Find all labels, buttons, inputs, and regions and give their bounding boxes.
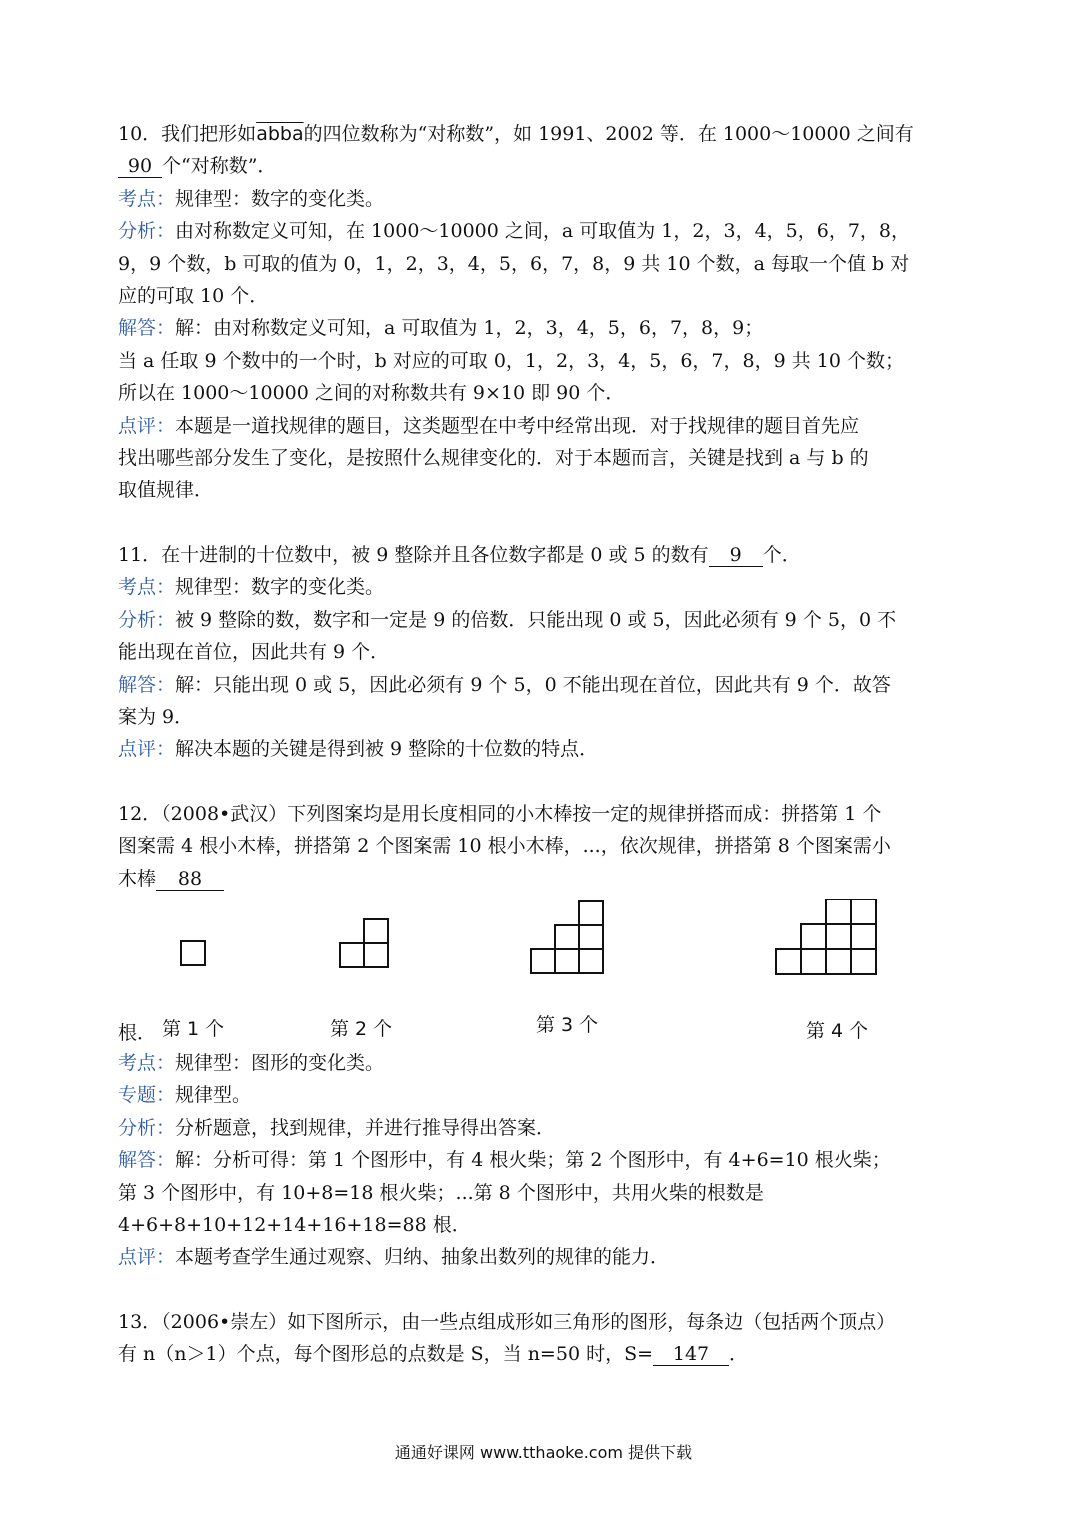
- q12-figures: [118, 899, 978, 1047]
- q12-suffix: 根．: [118, 1021, 157, 1044]
- q12-dianping-label: 点评：: [118, 1246, 176, 1269]
- q13-text3: ．: [729, 1343, 749, 1366]
- q10-dianping-2: 找出哪些部分发生了变化，是按照什么规律变化的．对于本题而言，关键是找到 a 与 b 的: [118, 447, 869, 470]
- q12-jieda-3: 4+6+8+10+12+14+16+18=88 根．: [118, 1213, 471, 1236]
- q11-fenxi-1: 被 9 整除的数，数字和一定是 9 的倍数．只能出现 0 或 5，因此必须有 9 个 5，0 不: [175, 608, 897, 631]
- figure-2-caption: 第 2 个: [330, 1017, 393, 1040]
- q12-jieda-label: 解答：: [118, 1149, 176, 1172]
- q12-zhuanti-label: 专题：: [118, 1084, 176, 1107]
- page-footer: 通通好课网 www.tthaoke.com 提供下载: [394, 1443, 693, 1462]
- q12-fenxi-label: 分析：: [118, 1116, 176, 1139]
- q10-dianping-label: 点评：: [118, 414, 176, 437]
- q11-text1: 11．在十进制的十位数中，被 9 整除并且各位数字都是 0 或 5 的数有: [118, 543, 709, 566]
- q12-fenxi-1: 分析题意，找到规律，并进行推导得出答案．: [175, 1116, 556, 1139]
- q10-answer: 90: [118, 155, 162, 178]
- q10-text2: 个“对称数”．: [162, 155, 277, 178]
- q11-dianping: [118, 733, 978, 765]
- q10-prefix: 10．我们把形如: [118, 123, 257, 145]
- q11-fenxi: [118, 604, 978, 636]
- q11-kaodian-label: 考点：: [118, 576, 176, 599]
- q11-answer: 9: [709, 544, 763, 567]
- figure-3-squares: [531, 901, 603, 973]
- q10-kaodian-text: 规律型：数字的变化类。: [175, 187, 385, 210]
- q13-answer: 147: [653, 1343, 729, 1366]
- figure-2-squares: [340, 919, 388, 967]
- q11-jieda: [118, 669, 978, 701]
- q10-kaodian-label: 考点：: [118, 187, 176, 210]
- q11-fenxi-2: 能出现在首位，因此共有 9 个．: [118, 641, 390, 664]
- q10-abba: abba: [256, 123, 304, 145]
- q10-fenxi-2: 9，9 个数，b 可取的值为 0，1，2，3，4，5，6，7，8，9 共 10 个数，a 每取一个值 b 对: [118, 252, 910, 275]
- q10-jieda: [118, 312, 978, 344]
- q12-dianping: [118, 1241, 978, 1273]
- q11-dianping-1: 解决本题的关键是得到被 9 整除的十位数的特点．: [175, 738, 599, 761]
- q11-jieda-2: 案为 9．: [118, 705, 194, 728]
- q10-dianping: [118, 410, 978, 442]
- q11-kaodian: [118, 571, 978, 603]
- q11-text2: 个．: [762, 543, 801, 566]
- q10-text1: 的四位数称为“对称数”，如 1991、2002 等．在 1000～10000 之间有: [303, 123, 914, 145]
- q12-kaodian-text: 规律型：图形的变化类。: [175, 1051, 385, 1074]
- q11-dianping-label: 点评：: [118, 738, 176, 761]
- q10-fenxi-label: 分析：: [118, 220, 176, 243]
- q10-dianping-1: 本题是一道找规律的题目，这类题型在中考中经常出现．对于找规律的题目首先应: [175, 414, 860, 437]
- q11-kaodian-text: 规律型：数字的变化类。: [175, 576, 385, 599]
- q12-zhuanti: [118, 1079, 978, 1111]
- q12-jieda-2: 第 3 个图形中，有 10+8=18 根火柴；...第 8 个图形中，共用火柴的根数是: [118, 1181, 764, 1204]
- q10-fenxi: [118, 215, 978, 247]
- q10-jieda-2: 当 a 任取 9 个数中的一个时，b 对应的可取 0，1，2，3，4，5，6，7，8，9 共 10 个数；: [118, 349, 904, 372]
- figure-1-caption: 第 1 个: [162, 1017, 225, 1040]
- q10-fenxi-1: 由对称数定义可知，在 1000～10000 之间，a 可取值为 1，2，3，4，5，6，7，8，: [175, 220, 911, 243]
- figure-1-squares: [181, 941, 205, 965]
- q11-jieda-1: 解：只能出现 0 或 5，因此必须有 9 个 5，0 不能出现在首位，因此共有 9 个．故答: [175, 673, 891, 696]
- q10-kaodian: [118, 183, 978, 215]
- q10-dianping-3: 取值规律．: [118, 479, 214, 502]
- q11-fenxi-label: 分析：: [118, 608, 176, 631]
- q10-jieda-label: 解答：: [118, 317, 176, 340]
- q13-stem-line2: [118, 1338, 978, 1370]
- q11-jieda-label: 解答：: [118, 673, 176, 696]
- q12-stem-line2: 图案需 4 根小木棒，拼搭第 2 个图案需 10 根小木棒，...，依次规律，拼搭第 8 个图案需小: [118, 835, 891, 858]
- q10-stem-line2: [118, 150, 978, 182]
- q12-stem-line1: 12．（2008•武汉）下列图案均是用长度相同的小木棒按一定的规律拼搭而成：拼搭第 1 个: [118, 802, 882, 825]
- q12-stem-line3: [118, 863, 978, 895]
- q12-dianping-1: 本题考查学生通过观察、归纳、抽象出数列的规律的能力．: [175, 1246, 670, 1269]
- q12-kaodian-label: 考点：: [118, 1051, 176, 1074]
- q12-text3: 木棒: [118, 867, 157, 890]
- q10-stem-line1: [118, 118, 978, 150]
- document-body: [118, 118, 978, 1371]
- figure-4-caption: 第 4 个: [806, 1019, 869, 1042]
- q12-answer: 88: [156, 868, 224, 891]
- q12-fenxi: [118, 1112, 978, 1144]
- q12-jieda-1: 解：分析可得：第 1 个图形中，有 4 根火柴；第 2 个图形中，有 4+6=10 根火柴；: [175, 1149, 891, 1172]
- q10-jieda-1: 解：由对称数定义可知，a 可取值为 1，2，3，4，5，6，7，8，9；: [175, 317, 764, 340]
- figure-3-caption: 第 3 个: [536, 1013, 599, 1036]
- q12-kaodian: [118, 1047, 978, 1079]
- q13-stem-line1: 13．（2006•崇左）如下图所示，由一些点组成形如三角形的图形，每条边（包括两个顶点）: [118, 1310, 896, 1333]
- q10-jieda-3: 所以在 1000～10000 之间的对称数共有 9×10 即 90 个．: [118, 382, 625, 405]
- q12-zhuanti-text: 规律型。: [175, 1084, 252, 1107]
- q11-stem: [118, 539, 978, 571]
- q10-fenxi-3: 应的可取 10 个．: [118, 285, 269, 308]
- q12-jieda: [118, 1144, 978, 1176]
- figure-4-squares: [776, 899, 876, 974]
- q13-text2: 有 n（n＞1）个点，每个图形总的点数是 S，当 n=50 时，S=: [118, 1343, 654, 1366]
